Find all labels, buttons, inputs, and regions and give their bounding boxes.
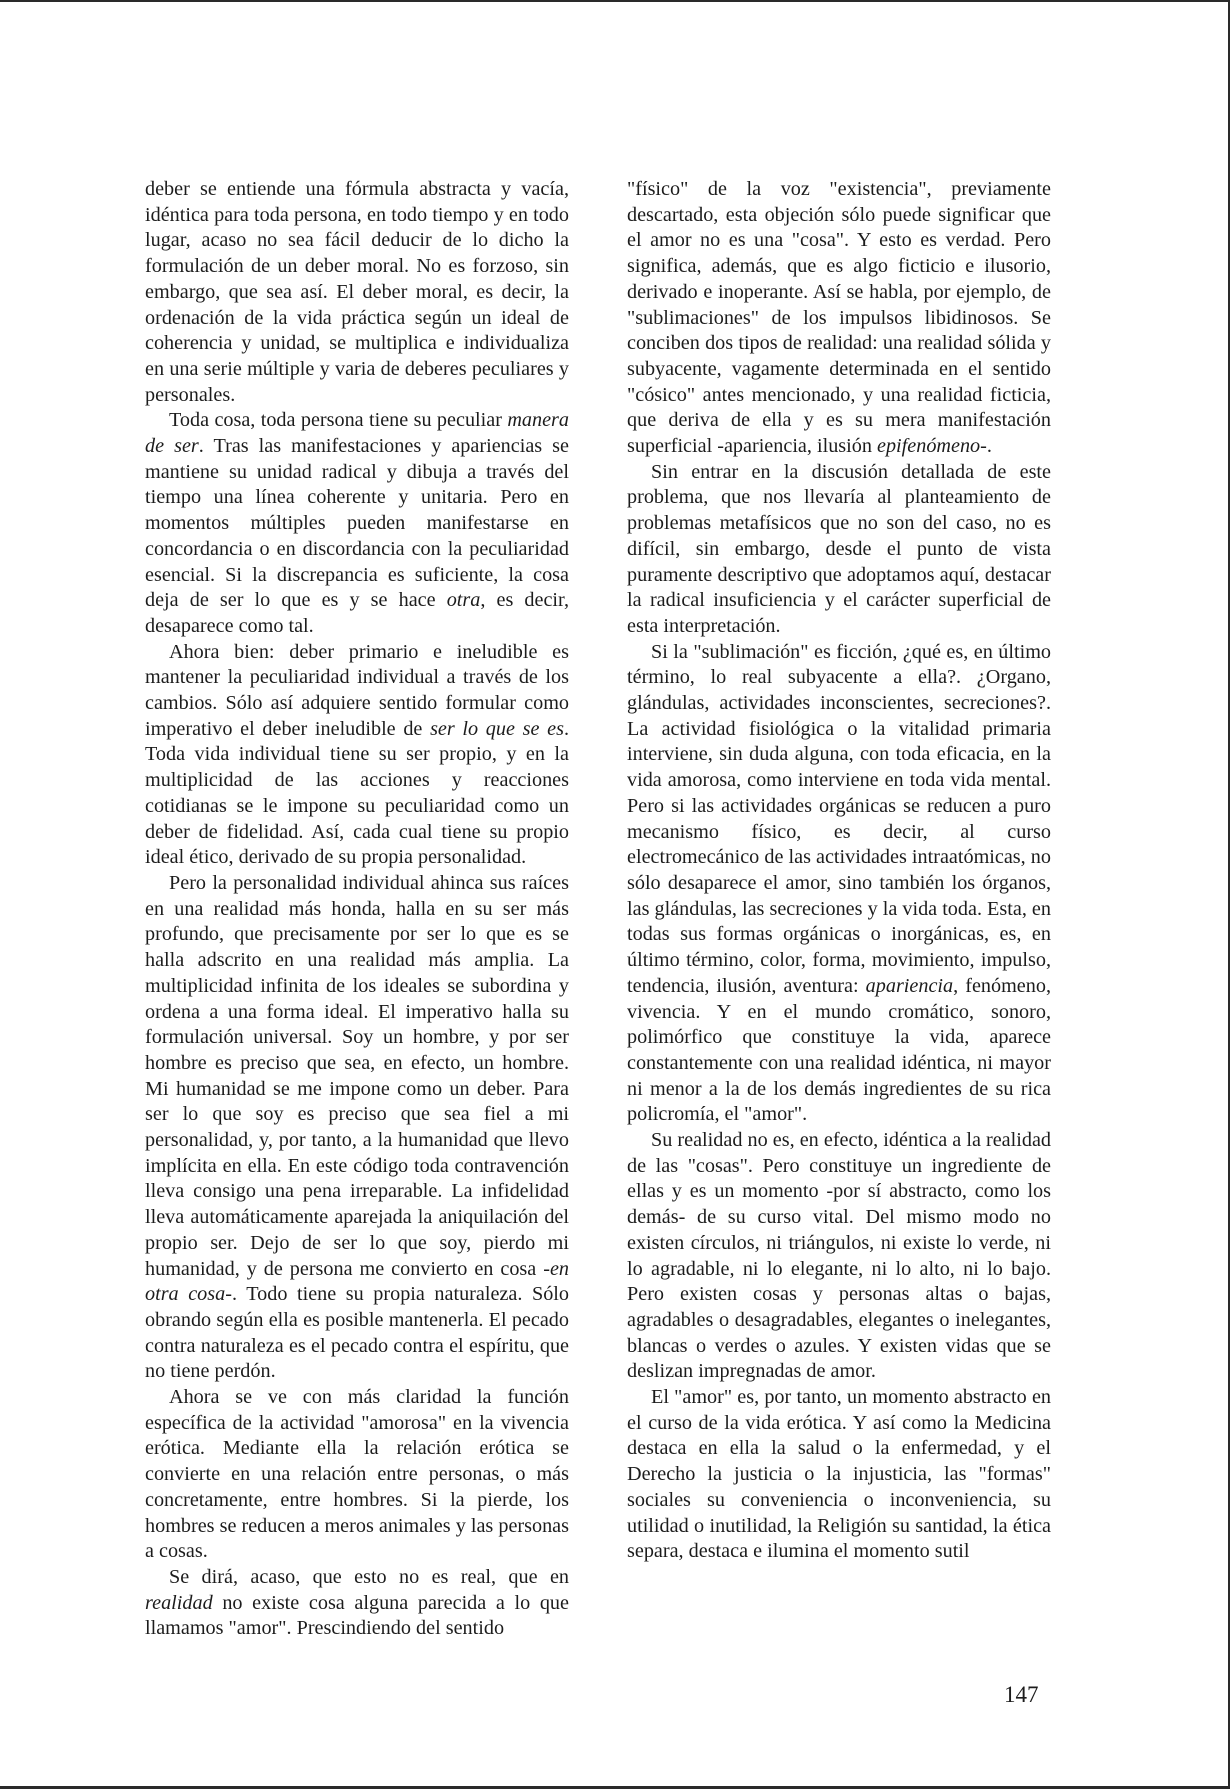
right-text-column bbox=[627, 177, 1051, 1565]
paragraph: Se dirá, acaso, que esto no es real, que en realidad no existe cosa alguna parecida a lo que llamamos "amor". Prescindiendo del sentido bbox=[145, 1565, 569, 1640]
paragraph: Toda cosa, toda persona tiene su peculiar manera de ser. Tras las manifestaciones y apariencias se mantiene su unidad radical y dibuja a través del tiempo una línea coherente y unitaria. Pero en momentos múltiples pueden manifestarse en concordancia o en discordancia con la peculiaridad esencial. Si la discrepancia es suficiente, la cosa deja de ser lo que es y se hace otra, es decir, desaparece como tal. bbox=[145, 409, 569, 637]
paragraph: Ahora se ve con más claridad la función específica de la actividad "amorosa" en la vivencia erótica. Mediante ella la relación erótica se convierte en una relación entre personas, o más concretamente, entre hombres. Si la pierde, los hombres se reducen a meros animales y las personas a cosas. bbox=[145, 1386, 569, 1563]
paragraph: Ahora bien: deber primario e ineludible es mantener la peculiaridad individual a través de los cambios. Sólo así adquiere sentido formular como imperativo el deber ineludible de ser lo que se es. Toda vida individual tiene su ser propio, y en la multiplicidad de las acciones y reacciones cotidianas se le impone su peculiaridad como un deber de fidelidad. Así, cada cual tiene su propio ideal ético, derivado de su propia personalidad. bbox=[145, 640, 570, 869]
scan-edge-top bbox=[0, 0, 1230, 2]
left-text-column bbox=[145, 177, 569, 1642]
paragraph: Pero la personalidad individual ahinca sus raíces en una realidad más honda, halla en su ser más profundo, que precisamente por ser lo que es se halla adscrito en una realidad más amplia. La multiplicidad infinita de los ideales se subordina y ordena a una forma ideal. El imperativo halla su formulación universal. Soy un hombre, y por ser hombre es preciso que sea, en efecto, un hombre. Mi humanidad se me impone como un deber. Para ser lo que soy es preciso que sea fiel a mi personalidad, y, por tanto, a la humanidad que llevo implícita en ella. En este código toda contravención lleva consigo una pena irreparable. La infidelidad lleva automáticamente aparejada la aniquilación del propio ser. Dejo de ser lo que soy, pierdo mi humanidad, y de persona me convierto en cosa -en otra cosa-. Todo tiene su propia naturaleza. Sólo obrando según ella es posible mantenerla. El pecado contra naturaleza es el pecado contra el espíritu, que no tiene perdón. bbox=[145, 871, 569, 1383]
paragraph: "físico" de la voz "existencia", previamente descartado, esta objeción sólo puede significar que el amor no es una "cosa". Y esto es verdad. Pero significa, además, que es algo ficticio e ilusorio, derivado e inoperante. Así se habla, por ejemplo, de "sublimaciones" de los impulsos libidinosos. Se conciben dos tipos de realidad: una realidad sólida y subyacente, vagamente determinada en el sentido "cósico" antes mencionado, y una realidad ficticia, que deriva de ella y es su mera manifestación superficial -apariencia, ilusión epifenómeno-. bbox=[627, 178, 1051, 458]
page-number: 147 bbox=[1004, 1682, 1039, 1707]
paragraph: Si la "sublimación" es ficción, ¿qué es, en último término, lo real subyacente a ella?. ¿Organo, glándulas, actividades inconscientes, secreciones?. La actividad fisiológica o la vitalidad primaria interviene, sin duda alguna, con toda eficacia, en la vida amorosa, como interviene en toda vida mental. Pero si las actividades orgánicas se reducen a puro mecanismo físico, es decir, al curso electromecánico de las actividades intraatómicas, no sólo desaparece el amor, sino también los órganos, las glándulas, las secreciones y la vida toda. Esta, en todas sus formas orgánicas o inorgánicas, es, en último término, color, forma, movimiento, impulso, tendencia, ilusión, aventura: apariencia, fenómeno, vivencia. Y en el mundo cromático, sonoro, polimórfico que constituye la vida, aparece constantemente con una realidad idéntica, ni mayor ni menor a la de los demás ingredientes de su rica policromía, el "amor". bbox=[627, 640, 1051, 1126]
paragraph: Sin entrar en la discusión detallada de este problema, que nos llevaría al planteamiento de problemas metafísicos que no son del caso, no es difícil, sin embargo, desde el punto de vista puramente descriptivo que adoptamos aquí, destacar la radical insuficiencia y el carácter superficial de esta interpretación. bbox=[627, 460, 1051, 637]
paragraph: El "amor" es, por tanto, un momento abstracto en el curso de la vida erótica. Y así como la Medicina destaca en ella la salud o la enfermedad, y el Derecho la justicia o la injusticia, las "formas" sociales su conveniencia o inconveniencia, su utilidad o inutilidad, la Religión su santidad, la ética separa, destaca e ilumina el momento sutil bbox=[627, 1386, 1051, 1563]
paragraph: Su realidad no es, en efecto, idéntica a la realidad de las "cosas". Pero constituye un ingrediente de ellas y es un momento -por sí abstracto, como los demás- de su curso vital. Del mismo modo no existen círculos, ni triángulos, ni existe lo verde, ni lo agradable, ni lo elegante, ni lo alto, ni lo bajo. Pero existen cosas y personas altas o bajas, agradables o desagradables, elegantes o inelegantes, blancas o verdes o azules. Y existen vidas que se deslizan impregnadas de amor. bbox=[627, 1129, 1051, 1383]
paragraph: deber se entiende una fórmula abstracta y vacía, idéntica para toda persona, en todo tiempo y en todo lugar, acaso no sea fácil deducir de lo dicho la formulación de un deber moral. No es forzoso, sin embargo, que sea así. El deber moral, es decir, la ordenación de la vida práctica según un ideal de coherencia y unidad, se multiplica e individualiza en una serie múltiple y varia de deberes peculiares y personales. bbox=[145, 178, 569, 406]
